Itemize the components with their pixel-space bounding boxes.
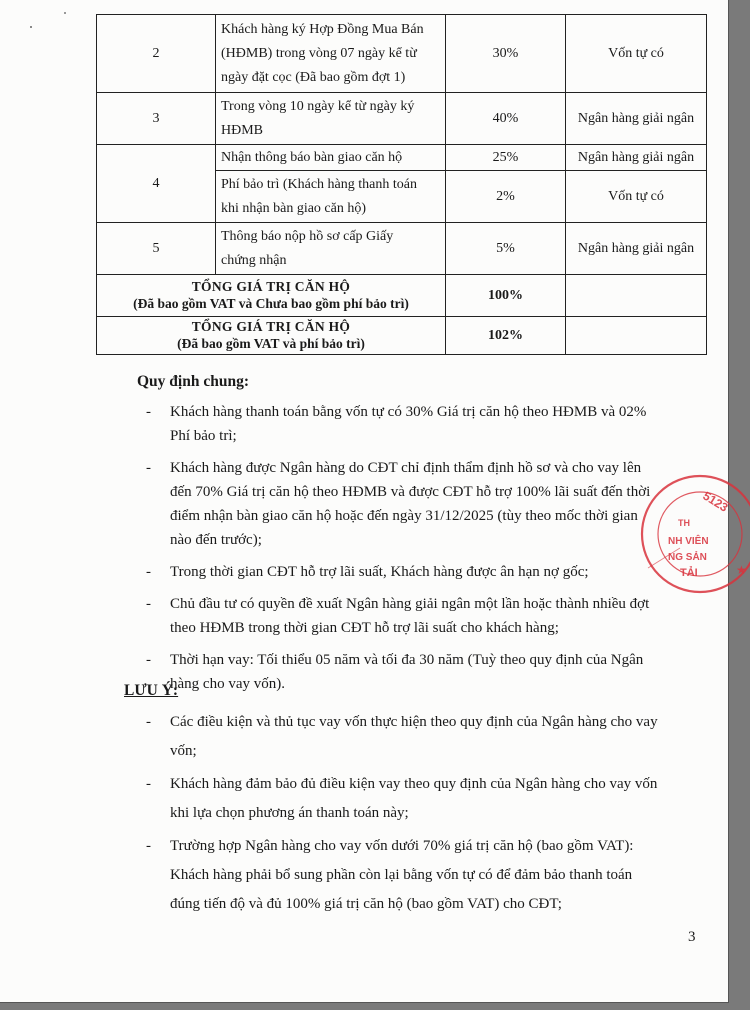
svg-text:NG SẢN: NG SẢN bbox=[668, 552, 707, 563]
total-label bbox=[97, 275, 446, 317]
total-percent: 102% bbox=[446, 317, 566, 355]
item-line: vốn; bbox=[170, 743, 197, 759]
list-item: - Khách hàng được Ngân hàng do CĐT chỉ định thẩm định hồ sơ và cho vay lên đến 70% Giá trị căn hộ theo HĐMB và được CĐT hỗ trợ 100% lãi suất đến thời điểm nhận bàn giao căn hộ hoặc đến ngày 31/12/2025 (tùy theo mốc thời gian nào đến trước); bbox=[146, 456, 706, 552]
table-row bbox=[97, 93, 707, 145]
list-item: - Trường hợp Ngân hàng cho vay vốn dưới 70% giá trị căn hộ (bao gồm VAT): Khách hàng phải bổ sung phần còn lại bằng vốn tự có để đảm bảo thanh toán đúng tiến độ và đủ 100% giá trị căn hộ (bao gồm VAT) cho CĐT; bbox=[146, 832, 706, 919]
row-percent: 5% bbox=[446, 223, 566, 275]
desc-line: HĐMB bbox=[221, 122, 264, 138]
row-percent: 40% bbox=[446, 93, 566, 145]
list-item: - Khách hàng đảm bảo đủ điều kiện vay theo quy định của Ngân hàng cho vay vốn khi lựa chọn phương án thanh toán này; bbox=[146, 770, 706, 828]
desc-line: Nhận thông báo bàn giao căn hộ bbox=[221, 149, 403, 165]
svg-text:5123: 5123 bbox=[700, 488, 731, 515]
row-description bbox=[216, 223, 446, 275]
row-number: 3 bbox=[97, 93, 216, 145]
general-rules-list bbox=[146, 400, 706, 704]
row-description bbox=[216, 171, 446, 223]
row-number: 5 bbox=[97, 223, 216, 275]
company-seal-stamp-icon bbox=[640, 468, 750, 598]
item-line: Khách hàng phải bổ sung phần còn lại bằng vốn tự có để đảm bảo thanh toán bbox=[170, 867, 633, 883]
item-line: Chủ đầu tư có quyền đề xuất Ngân hàng giải ngân một lần hoặc thành nhiều đợt bbox=[170, 596, 650, 612]
row-number: 4 bbox=[97, 145, 216, 223]
notes-title: LƯU Ý: bbox=[124, 682, 179, 699]
item-line: Khách hàng được Ngân hàng do CĐT chỉ định thẩm định hồ sơ và cho vay lên bbox=[170, 460, 642, 476]
list-item: - Khách hàng thanh toán bằng vốn tự có 30% Giá trị căn hộ theo HĐMB và 02% Phí bảo trì; bbox=[146, 400, 706, 448]
item-line: Khách hàng đảm bảo đủ điều kiện vay theo quy định của Ngân hàng cho vay vốn bbox=[170, 776, 658, 792]
row-percent: 30% bbox=[446, 15, 566, 93]
speck bbox=[64, 12, 66, 14]
total-row bbox=[97, 275, 707, 317]
total-source-empty bbox=[566, 317, 707, 355]
item-line: Thời hạn vay: Tối thiểu 05 năm và tối đa 30 năm (Tuỳ theo quy định của Ngân bbox=[170, 652, 644, 668]
row-source: Ngân hàng giải ngân bbox=[566, 223, 707, 275]
row-source: Vốn tự có bbox=[566, 171, 707, 223]
desc-line: (HĐMB) trong vòng 07 ngày kể từ bbox=[221, 45, 417, 61]
desc-line: Trong vòng 10 ngày kể từ ngày ký bbox=[221, 98, 415, 114]
list-item: - Thời hạn vay: Tối thiểu 05 năm và tối đa 30 năm (Tuỳ theo quy định của Ngân hàng cho vay vốn). bbox=[146, 648, 706, 696]
row-source: Ngân hàng giải ngân bbox=[566, 93, 707, 145]
payment-schedule-table bbox=[96, 14, 707, 355]
total-subtitle: (Đã bao gồm VAT và Chưa bao gồm phí bảo trì) bbox=[133, 296, 409, 311]
svg-text:TH: TH bbox=[678, 518, 690, 528]
table-row bbox=[97, 15, 707, 93]
item-line: hàng cho vay vốn). bbox=[170, 676, 285, 692]
desc-line: ngày đặt cọc (Đã bao gồm đợt 1) bbox=[221, 69, 406, 85]
item-line: Trường hợp Ngân hàng cho vay vốn dưới 70% giá trị căn hộ (bao gồm VAT): bbox=[170, 838, 634, 854]
desc-line: khi nhận bàn giao căn hộ) bbox=[221, 200, 367, 216]
desc-line: Thông báo nộp hồ sơ cấp Giấy bbox=[221, 228, 394, 244]
row-source: Vốn tự có bbox=[566, 15, 707, 93]
row-percent: 25% bbox=[446, 145, 566, 171]
row-description bbox=[216, 93, 446, 145]
notes-list bbox=[146, 708, 706, 923]
item-line: đúng tiến độ và đủ 100% giá trị căn hộ (bao gồm VAT) cho CĐT; bbox=[170, 896, 562, 912]
item-line: Phí bảo trì; bbox=[170, 428, 237, 444]
svg-text:★: ★ bbox=[736, 563, 747, 577]
page-number: 3 bbox=[688, 929, 696, 945]
total-row bbox=[97, 317, 707, 355]
general-rules-title: Quy định chung: bbox=[137, 373, 249, 390]
item-line: Khách hàng thanh toán bằng vốn tự có 30% Giá trị căn hộ theo HĐMB và 02% bbox=[170, 404, 647, 420]
table-row bbox=[97, 145, 707, 171]
total-percent: 100% bbox=[446, 275, 566, 317]
svg-text:TẢI: TẢI bbox=[680, 567, 698, 579]
list-item: - Trong thời gian CĐT hỗ trợ lãi suất, Khách hàng được ân hạn nợ gốc; bbox=[146, 560, 706, 584]
desc-line: chứng nhận bbox=[221, 252, 287, 268]
total-label bbox=[97, 317, 446, 355]
speck bbox=[30, 26, 32, 28]
item-line: điểm nhận bàn giao căn hộ hoặc đến ngày 31/12/2025 (tùy theo mốc thời gian bbox=[170, 508, 638, 524]
svg-text:NH VIÊN: NH VIÊN bbox=[668, 536, 709, 547]
total-subtitle: (Đã bao gồm VAT và phí bảo trì) bbox=[177, 336, 365, 351]
list-item: - Các điều kiện và thủ tục vay vốn thực hiện theo quy định của Ngân hàng cho vay vốn; bbox=[146, 708, 706, 766]
item-line: Các điều kiện và thủ tục vay vốn thực hiện theo quy định của Ngân hàng cho vay bbox=[170, 714, 658, 730]
item-line: Trong thời gian CĐT hỗ trợ lãi suất, Khách hàng được ân hạn nợ gốc; bbox=[170, 564, 589, 580]
total-source-empty bbox=[566, 275, 707, 317]
item-line: đến 70% Giá trị căn hộ theo HĐMB và được CĐT hỗ trợ 100% lãi suất đến thời bbox=[170, 484, 651, 500]
desc-line: Phí bảo trì (Khách hàng thanh toán bbox=[221, 176, 417, 192]
row-source: Ngân hàng giải ngân bbox=[566, 145, 707, 171]
item-line: khi lựa chọn phương án thanh toán này; bbox=[170, 805, 409, 821]
row-description bbox=[216, 15, 446, 93]
item-line: theo HĐMB trong thời gian CĐT hỗ trợ lãi suất cho khách hàng; bbox=[170, 620, 559, 636]
desc-line: Khách hàng ký Hợp Đồng Mua Bán bbox=[221, 21, 424, 37]
item-line: nào đến trước); bbox=[170, 532, 262, 548]
list-item: - Chủ đầu tư có quyền đề xuất Ngân hàng giải ngân một lần hoặc thành nhiều đợt theo HĐMB trong thời gian CĐT hỗ trợ lãi suất cho khách hàng; bbox=[146, 592, 706, 640]
row-percent: 2% bbox=[446, 171, 566, 223]
total-title: TỔNG GIÁ TRỊ CĂN HỘ bbox=[191, 279, 351, 294]
total-title: TỔNG GIÁ TRỊ CĂN HỘ bbox=[191, 319, 351, 334]
row-number: 2 bbox=[97, 15, 216, 93]
row-description bbox=[216, 145, 446, 171]
table-row bbox=[97, 223, 707, 275]
